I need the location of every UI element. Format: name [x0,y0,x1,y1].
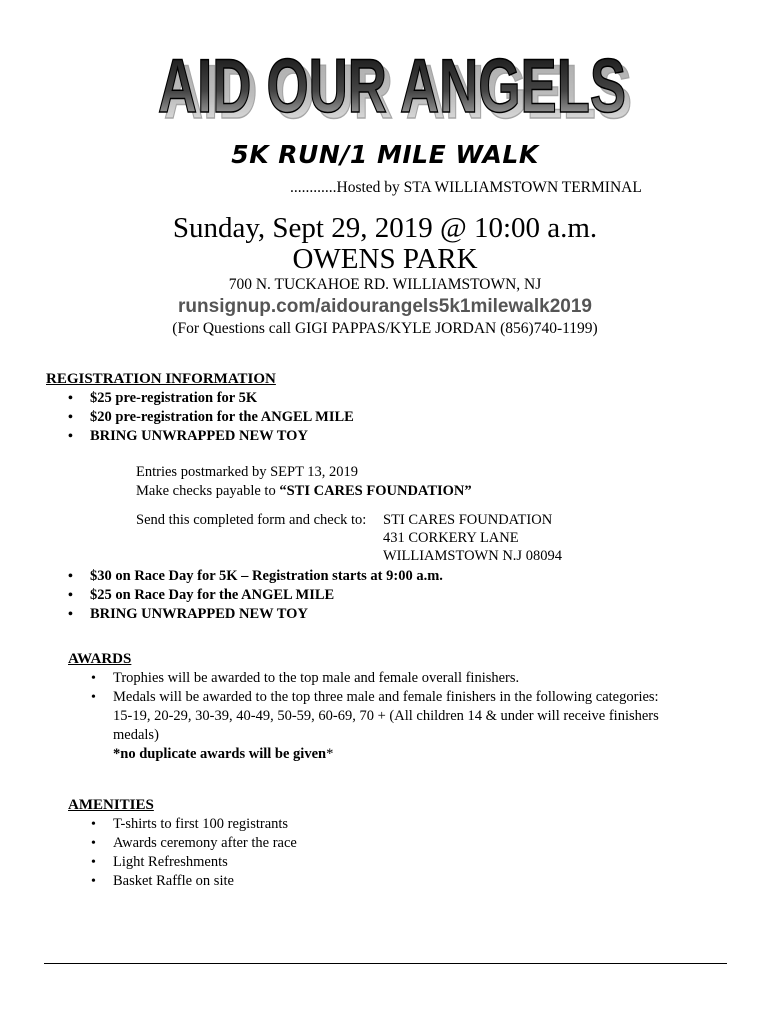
svg-text:AID OUR ANGELS: AID OUR ANGELS [164,50,632,130]
list-item: • $25 pre-registration for 5K [90,389,354,408]
event-venue: OWENS PARK [292,243,478,275]
list-item: • $25 on Race Day for the ANGEL MILE [90,586,443,605]
list-item: • Trophies will be awarded to the top male and female overall finishers. [113,669,659,688]
registration-url: runsignup.com/aidourangels5k1milewalk2019 [178,296,592,317]
no-duplicate-note [113,745,333,764]
aid-our-angels-logo [150,46,632,130]
footer-divider [44,963,727,964]
list-item: • T-shirts to first 100 registrants [113,815,297,834]
list-item: • $30 on Race Day for 5K – Registration starts at 9:00 a.m. [90,567,443,586]
list-item: • BRING UNWRAPPED NEW TOY [90,427,354,446]
registration-heading: REGISTRATION INFORMATION [46,371,276,387]
hosted-by-line: ............Hosted by STA WILLIAMSTOWN TERMINAL [290,179,642,196]
send-form-line: Send this completed form and check to: [136,512,367,528]
no-duplicate-asterisk: * [326,746,334,762]
award-categories-line-end: medals) [113,727,159,743]
postmark-deadline: Entries postmarked by SEPT 13, 2019 [136,464,359,480]
no-duplicate-bold: *no duplicate awards will be given [113,746,327,762]
list-item: • Medals will be awarded to the top three male and female finishers in the following categories: [113,688,659,707]
race-day-list [90,567,443,624]
payable-name: “STI CARES FOUNDATION” [279,483,472,499]
list-item: • Awards ceremony after the race [113,834,297,853]
amenities-list [113,815,297,891]
mail-address-line-2: 431 CORKERY LANE [383,530,519,546]
mail-address-line-1: STI CARES FOUNDATION [383,512,553,528]
award-categories-line: 15-19, 20-29, 30-39, 40-49, 50-59, 60-69, 70 + (All children 14 & under will receive finishers [113,708,659,724]
list-item: • BRING UNWRAPPED NEW TOY [90,605,443,624]
event-address: 700 N. TUCKAHOE RD. WILLIAMSTOWN, NJ [228,276,542,293]
awards-heading: AWARDS [68,651,132,667]
list-item: • Basket Raffle on site [113,872,297,891]
contact-line: (For Questions call GIGI PAPPAS/KYLE JORDAN (856)740-1199) [172,320,598,337]
pre-registration-list [90,389,354,446]
list-item: • $20 pre-registration for the ANGEL MILE [90,408,354,427]
mail-address-line-3: WILLIAMSTOWN N.J 08094 [383,548,562,564]
checks-payable-line [136,482,472,501]
awards-list [113,669,659,707]
amenities-heading: AMENITIES [68,797,154,813]
event-subtitle: 5K RUN/1 MILE WALK [231,140,539,169]
payable-prefix: Make checks payable to [136,483,280,499]
list-item: • Light Refreshments [113,853,297,872]
event-date: Sunday, Sept 29, 2019 @ 10:00 a.m. [172,212,598,244]
logo-text: AID OUR ANGELS [158,46,626,129]
